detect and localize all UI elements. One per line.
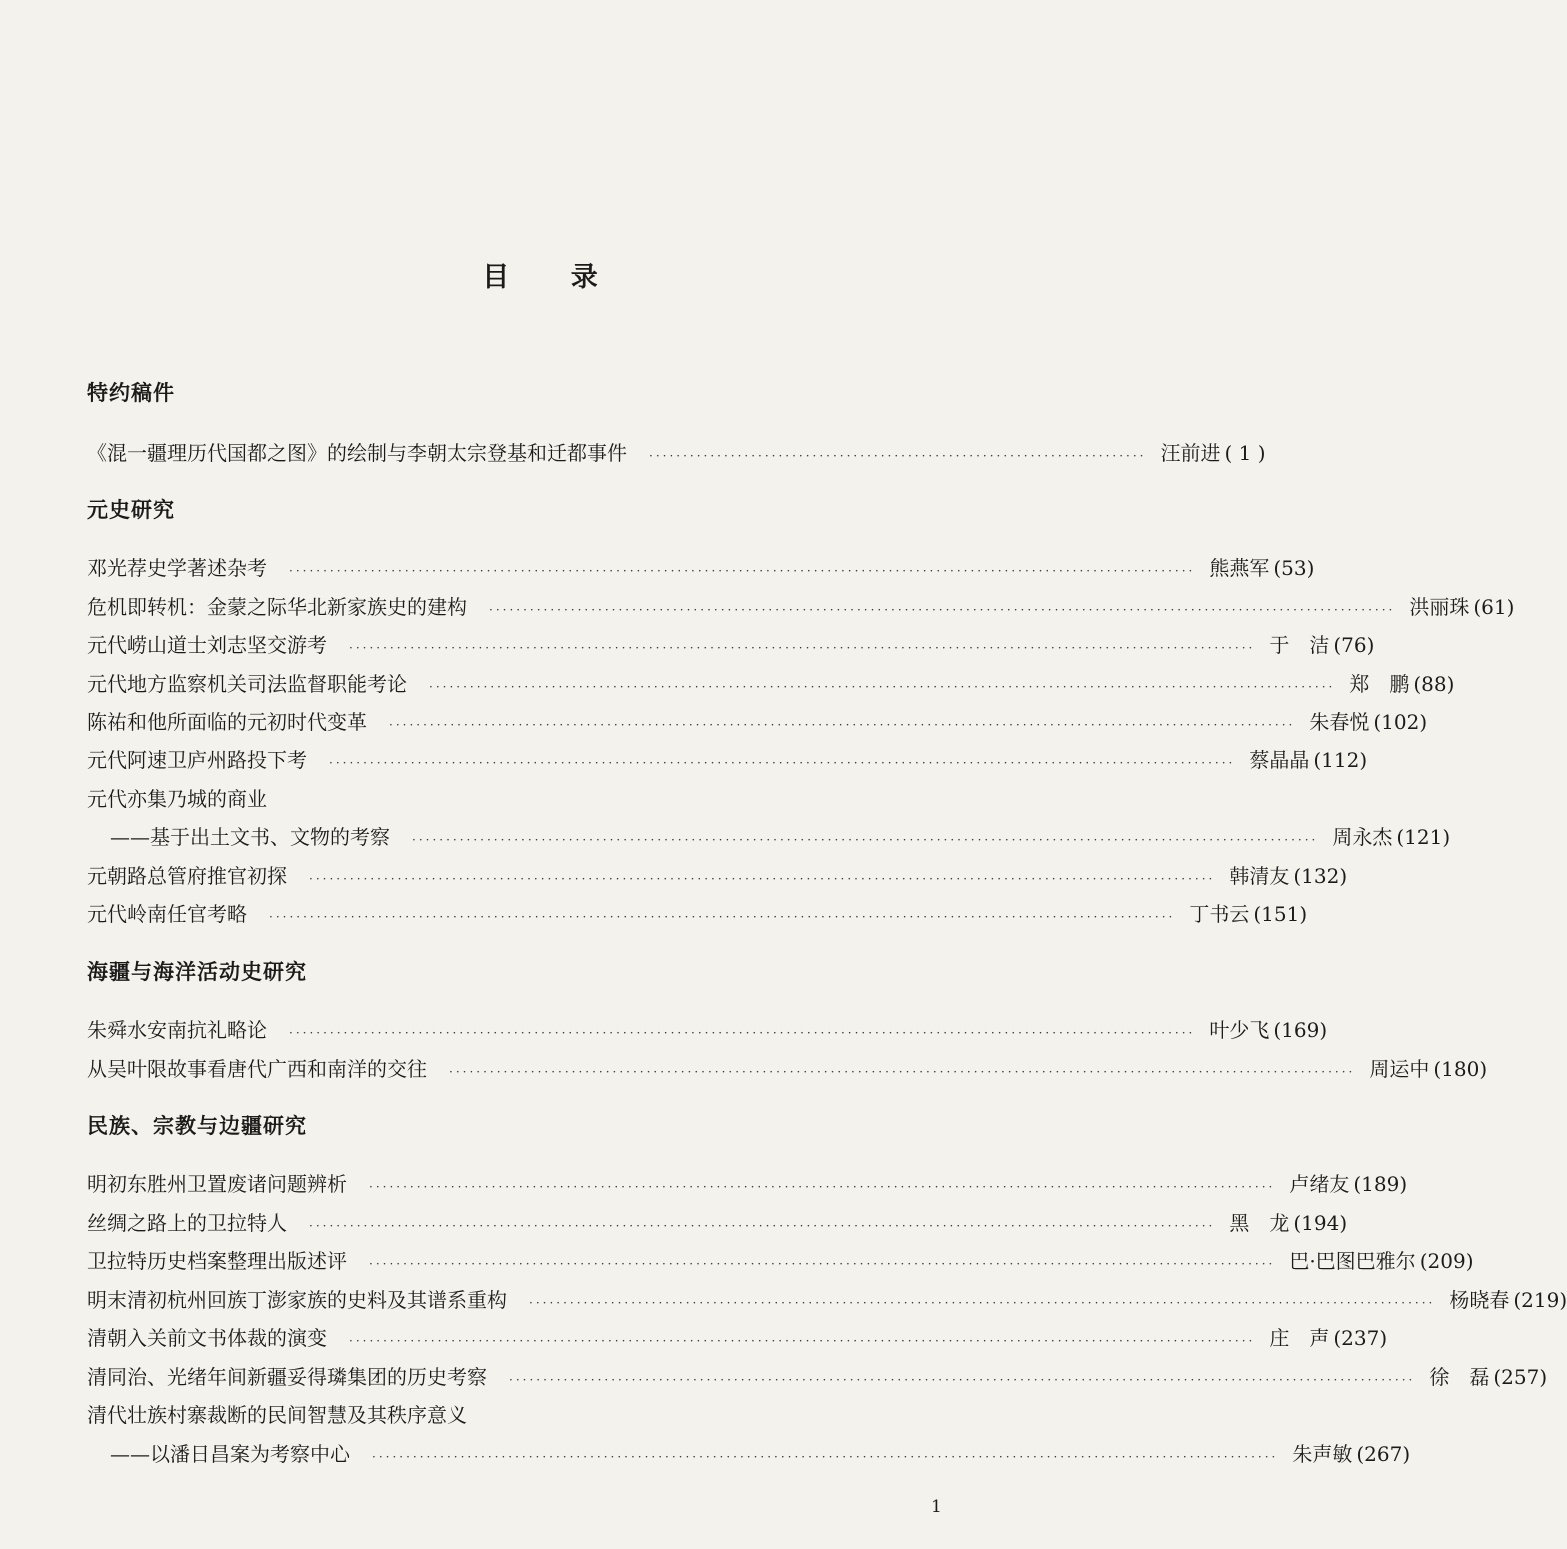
toc-entry[interactable]	[87, 1284, 1560, 1314]
leader-dots: ·····································································································································	[489, 603, 1396, 617]
leader-dots: ·····································································································································	[349, 641, 1256, 655]
entry-title: 元代阿速卫庐州路投下考	[87, 748, 307, 772]
leader-dots: ·····································································································································	[529, 1296, 1436, 1310]
entry-author: 蔡晶晶	[1249, 748, 1310, 772]
entry-page: ( 169 )	[1273, 1018, 1327, 1042]
entry-subtitle: ——以潘日昌案为考察中心	[110, 1442, 350, 1466]
entry-author: 于 洁	[1269, 633, 1330, 657]
entry-title: 陈祐和他所面临的元初时代变革	[87, 710, 367, 734]
entry-page: ( 132 )	[1293, 864, 1347, 888]
entry-author: 卢绪友	[1289, 1172, 1350, 1196]
entry-page: ( 180 )	[1433, 1057, 1487, 1081]
entry-title: 丝绸之路上的卫拉特人	[87, 1211, 287, 1235]
entry-author: 巴·巴图巴雅尔	[1289, 1249, 1416, 1273]
entry-title: 明初东胜州卫置废诸问题辨析	[87, 1172, 347, 1196]
toc-entry[interactable]	[87, 744, 1360, 774]
entry-author: 黑 龙	[1229, 1211, 1290, 1235]
entry-author: 韩清友	[1229, 864, 1290, 888]
entry-title: 元代崂山道士刘志坚交游考	[87, 633, 327, 657]
entry-title: 明末清初杭州回族丁澎家族的史料及其谱系重构	[87, 1288, 507, 1312]
entry-page: ( 189 )	[1353, 1172, 1407, 1196]
entry-title: 元代亦集乃城的商业	[87, 787, 267, 811]
leader-dots: ·····································································································································	[389, 718, 1296, 732]
entry-page: ( 194 )	[1293, 1211, 1347, 1235]
entry-title: 清同治、光绪年间新疆妥得璘集团的历史考察	[87, 1365, 487, 1389]
entry-author: 丁书云	[1189, 902, 1250, 926]
toc-entry-title-line[interactable]	[87, 1399, 942, 1429]
entry-title: 清代壮族村寨裁断的民间智慧及其秩序意义	[87, 1403, 467, 1427]
toc-entry[interactable]	[110, 1438, 1403, 1468]
toc-entry[interactable]	[87, 629, 1367, 659]
entry-title: 邓光荐史学著述杂考	[87, 556, 267, 580]
entry-title: 清朝入关前文书体裁的演变	[87, 1326, 327, 1350]
toc-entry[interactable]	[87, 706, 1420, 736]
entry-title: 元朝路总管府推官初探	[87, 864, 287, 888]
entry-page: ( 237 )	[1333, 1326, 1387, 1350]
toc-entry[interactable]	[87, 1053, 1480, 1083]
entry-author: 叶少飞	[1209, 1018, 1270, 1042]
toc-entry-title-line[interactable]	[87, 783, 942, 813]
entry-author: 郑 鹏	[1349, 672, 1410, 696]
entry-author: 朱声敏	[1292, 1442, 1353, 1466]
entry-author: 周永杰	[1332, 825, 1393, 849]
toc-entry[interactable]	[87, 1014, 1320, 1044]
leader-dots: ·····································································································································	[309, 872, 1216, 886]
entry-page: ( 53 )	[1273, 556, 1314, 580]
entry-title: 朱舜水安南抗礼略论	[87, 1018, 267, 1042]
entry-page: ( 102 )	[1373, 710, 1427, 734]
toc-entry[interactable]	[87, 437, 1258, 467]
entry-page: ( 267 )	[1356, 1442, 1410, 1466]
toc-entry[interactable]	[87, 1168, 1400, 1198]
entry-author: 周运中	[1369, 1057, 1430, 1081]
toc-heading: 目 录	[482, 262, 624, 293]
leader-dots: ·····································································································································	[369, 1257, 1276, 1271]
entry-page: ( 88 )	[1413, 672, 1454, 696]
leader-dots: ·····································································································································	[349, 1334, 1256, 1348]
entry-author: 汪前进	[1160, 441, 1221, 465]
leader-dots: ·····································································································································	[429, 680, 1336, 694]
entry-page: ( 219 )	[1513, 1288, 1567, 1312]
toc-entry[interactable]	[87, 552, 1307, 582]
leader-dots: ·····································································································································	[269, 910, 1176, 924]
leader-dots: ·····································································································································	[372, 1450, 1279, 1464]
section-title: 特约稿件	[87, 381, 175, 405]
entry-title: 从吴叶限故事看唐代广西和南洋的交往	[87, 1057, 427, 1081]
leader-dots: ·····································································································································	[412, 833, 1319, 847]
entry-page: ( 112 )	[1313, 748, 1367, 772]
leader-dots: ·····································································································································	[509, 1373, 1416, 1387]
section-title: 海疆与海洋活动史研究	[87, 960, 307, 984]
entry-title: 危机即转机：金蒙之际华北新家族史的建构	[87, 595, 467, 619]
leader-dots: ·········································································	[649, 449, 1147, 463]
entry-author: 熊燕军	[1209, 556, 1270, 580]
toc-entry[interactable]	[87, 1207, 1340, 1237]
entry-page: ( 257 )	[1493, 1365, 1547, 1389]
toc-entry[interactable]	[87, 860, 1340, 890]
toc-entry[interactable]	[110, 821, 1443, 851]
page-number: 1	[931, 1497, 942, 1517]
entry-page: ( 76 )	[1333, 633, 1374, 657]
entry-title: 《混一疆理历代国都之图》的绘制与李朝太宗登基和迁都事件	[87, 441, 627, 465]
section-title: 民族、宗教与边疆研究	[87, 1114, 307, 1138]
leader-dots: ·····································································································································	[449, 1065, 1356, 1079]
leader-dots: ·····································································································································	[289, 564, 1196, 578]
leader-dots: ·····································································································································	[289, 1026, 1196, 1040]
toc-entry[interactable]	[87, 1361, 1540, 1391]
entry-page: ( 151 )	[1253, 902, 1307, 926]
entry-page: ( 61 )	[1473, 595, 1514, 619]
entry-author: 朱春悦	[1309, 710, 1370, 734]
toc-entry[interactable]	[87, 668, 1447, 698]
leader-dots: ·····································································································································	[369, 1180, 1276, 1194]
entry-author: 洪丽珠	[1409, 595, 1470, 619]
entry-subtitle: ——基于出土文书、文物的考察	[110, 825, 390, 849]
entry-author: 庄 声	[1269, 1326, 1330, 1350]
entry-page: ( 1 )	[1224, 441, 1265, 465]
entry-page: ( 121 )	[1396, 825, 1450, 849]
leader-dots: ·····································································································································	[309, 1219, 1216, 1233]
leader-dots: ·····································································································································	[329, 756, 1236, 770]
entry-title: 卫拉特历史档案整理出版述评	[87, 1249, 347, 1273]
entry-title: 元代地方监察机关司法监督职能考论	[87, 672, 407, 696]
toc-entry[interactable]	[87, 591, 1507, 621]
entry-page: ( 209 )	[1420, 1249, 1474, 1273]
entry-author: 徐 磊	[1429, 1365, 1490, 1389]
entry-title: 元代岭南任官考略	[87, 902, 247, 926]
toc-entry[interactable]	[87, 1322, 1380, 1352]
toc-entry[interactable]	[87, 898, 1300, 928]
section-title: 元史研究	[87, 498, 175, 522]
entry-author: 杨晓春	[1449, 1288, 1510, 1312]
toc-entry[interactable]	[87, 1245, 1466, 1275]
